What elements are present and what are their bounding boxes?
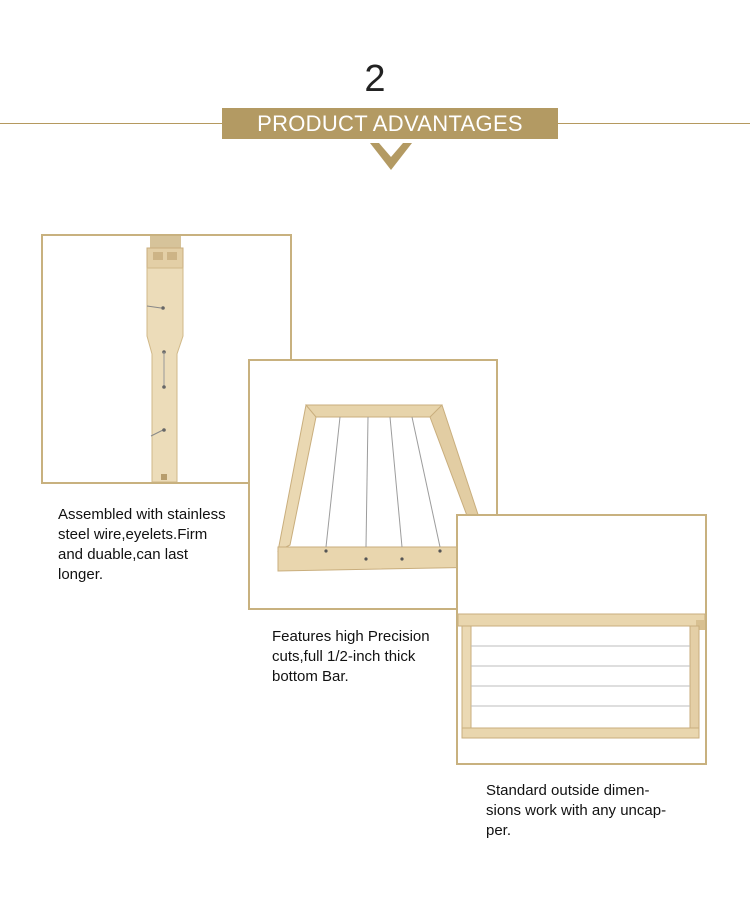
section-number: 2 (364, 58, 386, 100)
divider-left (0, 123, 222, 124)
feature-caption-1: Assembled with stainless steel wire,eyelets.Firm and duable,can last longer. (58, 506, 226, 583)
feature-image-frame-front (456, 514, 707, 765)
section-title-banner (222, 108, 558, 139)
divider-right (558, 123, 750, 124)
chevron-down-icon (370, 143, 412, 171)
feature-caption-2: Features high Precision cuts,full 1/2-inch thick bottom Bar. (272, 628, 430, 685)
feature-caption-3: Standard outside dimen- sions work with any uncap- per. (486, 782, 667, 839)
section-title: PRODUCT ADVANTAGES (257, 110, 523, 136)
